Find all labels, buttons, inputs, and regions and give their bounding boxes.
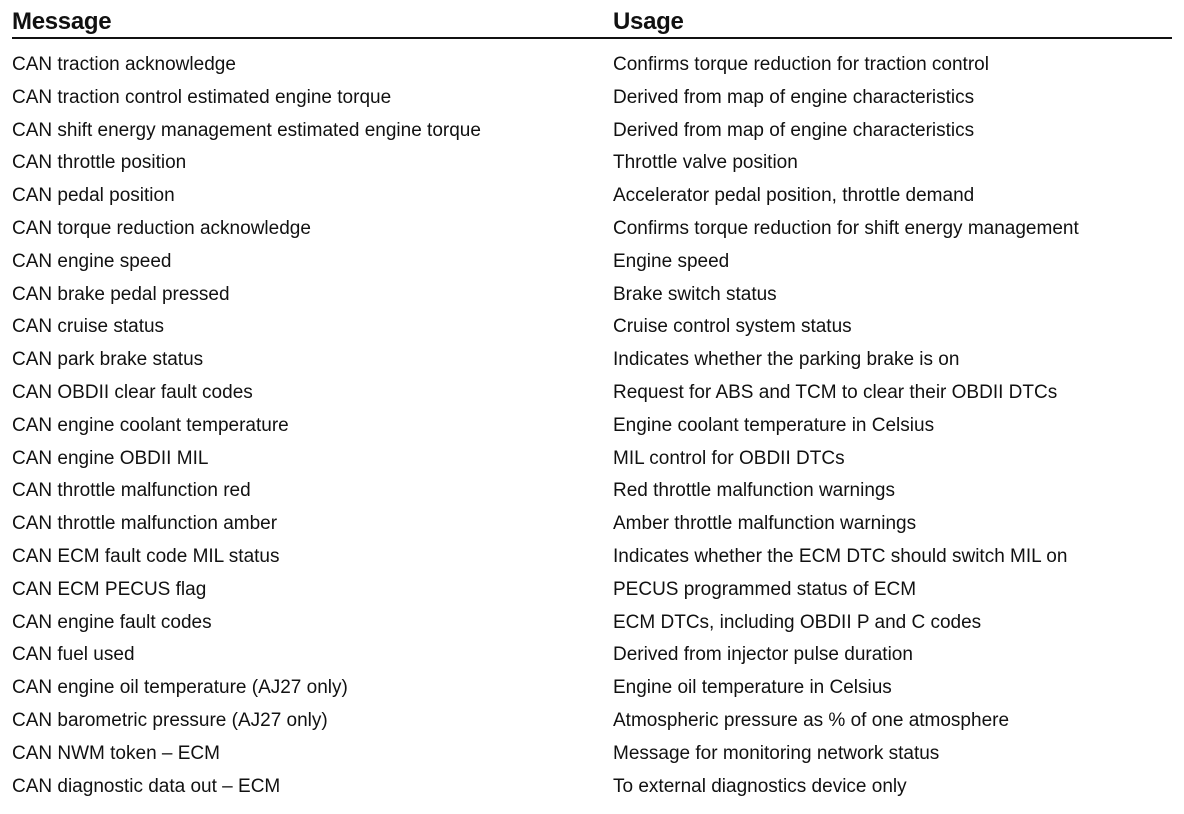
message-cell: CAN engine coolant temperature (12, 414, 289, 436)
usage-cell: Indicates whether the ECM DTC should switch MIL on (613, 545, 1068, 567)
message-cell: CAN cruise status (12, 316, 165, 338)
usage-cell: Brake switch status (613, 283, 777, 305)
table-body (12, 54, 1172, 808)
usage-cell: Engine oil temperature in Celsius (613, 677, 892, 699)
message-cell: CAN traction control estimated engine torque (12, 86, 392, 108)
usage-cell: ECM DTCs, including OBDII P and C codes (613, 611, 982, 633)
message-cell: CAN park brake status (12, 349, 204, 371)
message-cell: CAN NWM token – ECM (12, 742, 220, 764)
message-cell: CAN throttle position (12, 152, 187, 174)
message-cell: CAN torque reduction acknowledge (12, 217, 311, 239)
usage-cell: Indicates whether the parking brake is on (613, 349, 960, 371)
message-cell: CAN shift energy management estimated engine torque (12, 119, 481, 141)
table-row (12, 448, 1172, 481)
message-cell: CAN diagnostic data out – ECM (12, 775, 281, 797)
message-cell: CAN pedal position (12, 185, 175, 207)
table-row (12, 54, 1172, 87)
table-row (12, 546, 1172, 579)
table-row (12, 776, 1172, 809)
table-header (12, 6, 1172, 39)
table-row (12, 612, 1172, 645)
message-cell: CAN throttle malfunction amber (12, 513, 278, 535)
table-row (12, 579, 1172, 612)
table-row (12, 480, 1172, 513)
table-row (12, 644, 1172, 677)
table-row (12, 710, 1172, 743)
header-usage: Usage (613, 8, 684, 35)
table-row (12, 349, 1172, 382)
table-row (12, 87, 1172, 120)
usage-cell: MIL control for OBDII DTCs (613, 447, 845, 469)
usage-cell: Request for ABS and TCM to clear their OBDII DTCs (613, 381, 1058, 403)
can-message-table (12, 6, 1172, 808)
table-row (12, 284, 1172, 317)
usage-cell: Confirms torque reduction for traction control (613, 54, 989, 75)
table-row (12, 382, 1172, 415)
usage-cell: Cruise control system status (613, 316, 852, 338)
usage-cell: To external diagnostics device only (613, 775, 907, 797)
table-row (12, 316, 1172, 349)
message-cell: CAN ECM fault code MIL status (12, 545, 280, 567)
table-row (12, 120, 1172, 153)
message-cell: CAN fuel used (12, 644, 135, 666)
table-row (12, 251, 1172, 284)
message-cell: CAN traction acknowledge (12, 54, 236, 75)
table-row (12, 218, 1172, 251)
message-cell: CAN engine OBDII MIL (12, 447, 209, 469)
usage-cell: Derived from injector pulse duration (613, 644, 913, 666)
message-cell: CAN engine oil temperature (AJ27 only) (12, 677, 348, 699)
usage-cell: Engine coolant temperature in Celsius (613, 414, 935, 436)
message-cell: CAN ECM PECUS flag (12, 578, 207, 600)
usage-cell: Derived from map of engine characteristics (613, 86, 975, 108)
table-row (12, 152, 1172, 185)
usage-cell: Throttle valve position (613, 152, 798, 174)
usage-cell: Atmospheric pressure as % of one atmosphere (613, 709, 1010, 731)
usage-cell: Engine speed (613, 250, 730, 272)
message-cell: CAN barometric pressure (AJ27 only) (12, 709, 328, 731)
table-row (12, 677, 1172, 710)
usage-cell: Message for monitoring network status (613, 742, 940, 764)
usage-cell: PECUS programmed status of ECM (613, 578, 917, 600)
usage-cell: Amber throttle malfunction warnings (613, 513, 917, 535)
table-row (12, 415, 1172, 448)
message-cell: CAN throttle malfunction red (12, 480, 251, 502)
message-cell: CAN OBDII clear fault codes (12, 381, 253, 403)
header-message: Message (12, 8, 112, 35)
message-cell: CAN engine speed (12, 250, 172, 272)
usage-cell: Red throttle malfunction warnings (613, 480, 895, 502)
usage-cell: Confirms torque reduction for shift energy management (613, 217, 1079, 239)
usage-cell: Derived from map of engine characteristics (613, 119, 975, 141)
table-row (12, 185, 1172, 218)
table-row (12, 513, 1172, 546)
usage-cell: Accelerator pedal position, throttle demand (613, 185, 975, 207)
message-cell: CAN engine fault codes (12, 611, 212, 633)
message-cell: CAN brake pedal pressed (12, 283, 230, 305)
table-row (12, 743, 1172, 776)
